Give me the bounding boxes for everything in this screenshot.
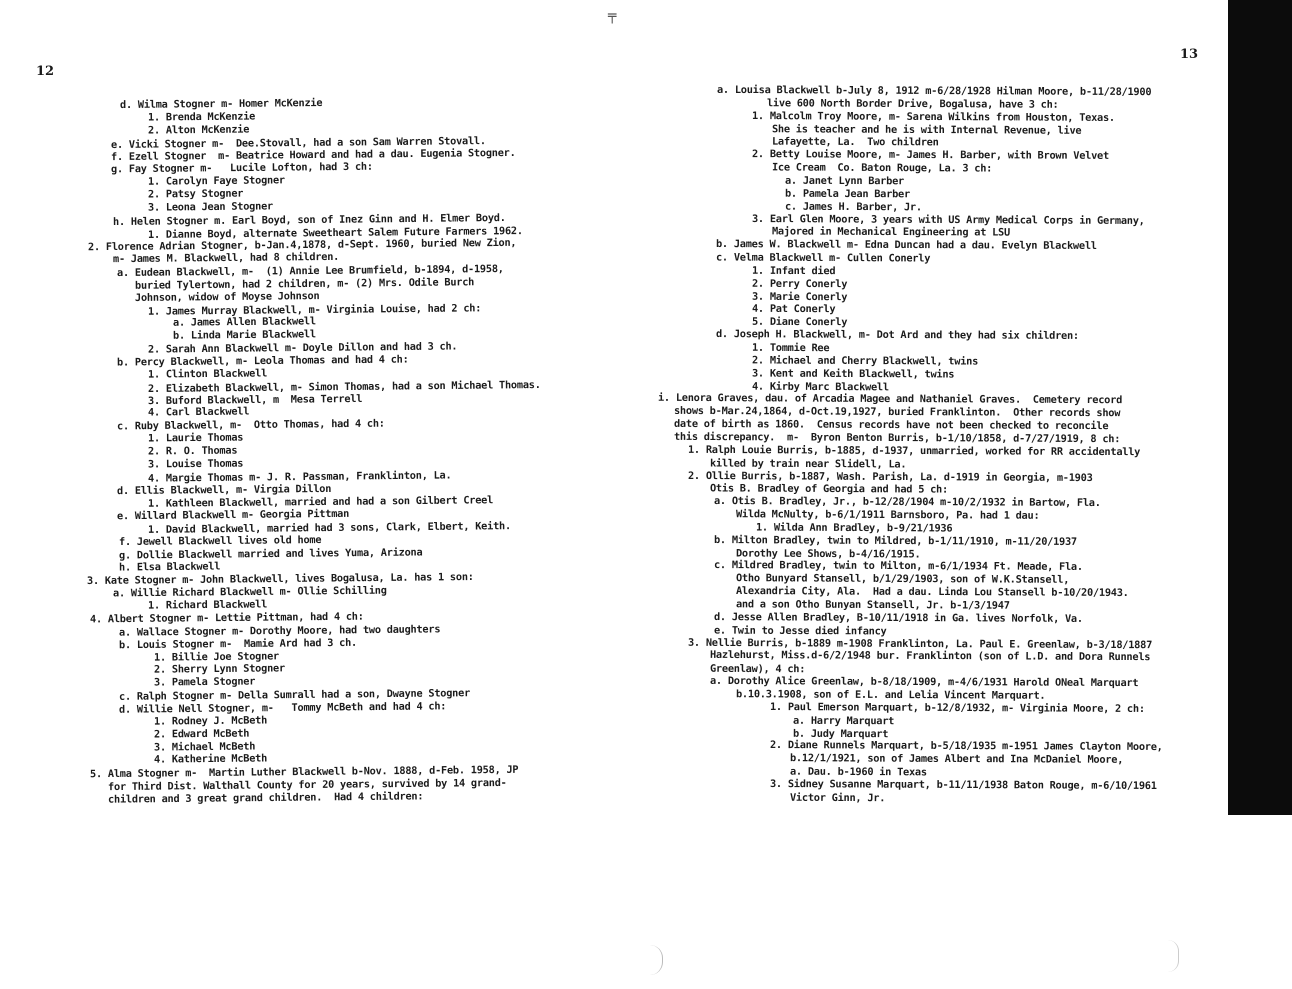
text-line: 4. Katherine McBeth bbox=[153, 752, 268, 766]
text-line: 2. Ollie Burris, b-1887, Wash. Parish, La. d-1919 in Georgia, m-1903 bbox=[687, 469, 1093, 484]
text-line: b.10.3.1908, son of E.L. and Lelia Vincent Marquart. bbox=[735, 688, 1046, 702]
text-line: 1. Paul Emerson Marquart, b-12/8/1932, m- Virginia Moore, 2 ch: bbox=[769, 700, 1145, 715]
text-line: killed by train near Slidell, La. bbox=[709, 457, 907, 471]
text-line: e. Vicki Stogner m- Dee.Stovall, had a son Sam Warren Stovall. bbox=[110, 134, 486, 151]
text-line: d. Jesse Allen Bradley, B-10/11/1918 in Ga. lives Norfolk, Va. bbox=[713, 610, 1083, 625]
text-line: 2. Patsy Stogner bbox=[147, 187, 244, 201]
scan-black-edge bbox=[1228, 0, 1292, 815]
text-line: c. Mildred Bradley, twin to Milton, m-6/1/1934 Ft. Meade, Fla. bbox=[713, 559, 1083, 574]
text-line: Hazlehurst, Miss.d-6/2/1948 bur. Franklinton (son of L.D. and Dora Runnels bbox=[709, 649, 1151, 664]
text-line: a. Harry Marquart bbox=[792, 714, 895, 727]
text-line: Wilda McNulty, b-6/1/1911 Barnsboro, Pa. had 1 dau: bbox=[735, 508, 1040, 522]
text-line: Greenlaw), 4 ch: bbox=[709, 663, 806, 676]
text-line: Otho Bunyard Stansell, b/1/29/1903, son of W.K.Stansell, bbox=[735, 572, 1070, 587]
text-line: 4. Carl Blackwell bbox=[147, 405, 250, 419]
text-line: 4. Albert Stogner m- Lettie Pittman, had 4 ch: bbox=[89, 610, 364, 626]
text-line: 3. Leona Jean Stogner bbox=[147, 200, 273, 214]
text-line: d. Willie Nell Stogner, m- Tommy McBeth and had 4 ch: bbox=[118, 700, 447, 716]
text-line: 5. Alma Stogner m- Martin Luther Blackwell b-Nov. 1888, d-Feb. 1958, JP bbox=[89, 763, 519, 781]
text-line: m- James M. Blackwell, had 8 children. bbox=[112, 251, 340, 266]
text-line: 2. R. O. Thomas bbox=[147, 444, 238, 458]
text-line: c. James H. Barber, Jr. bbox=[784, 200, 922, 213]
text-line: She is teacher and he is with Internal Revenue, live bbox=[771, 122, 1082, 137]
text-line: a. Eudean Blackwell, m- (1) Annie Lee Brumfield, b-1894, d-1958, bbox=[116, 263, 504, 280]
text-line: b. Milton Bradley, twin to Mildred, b-1/11/1910, m-11/20/1937 bbox=[713, 533, 1077, 548]
text-line: 3. Buford Blackwell, m Mesa Terrell bbox=[147, 392, 363, 407]
text-line: and a son Otho Bunyan Stansell, Jr. b-1/3/1947 bbox=[735, 598, 1010, 612]
text-line: 2. Diane Runnels Marquart, b-5/18/1935 m-1951 James Clayton Moore, bbox=[769, 739, 1163, 754]
text-line: 3. Louise Thomas bbox=[147, 457, 244, 471]
text-line: 2. Perry Conerly bbox=[751, 277, 848, 290]
text-line: c. Ruby Blackwell, m- Otto Thomas, had 4 ch: bbox=[116, 417, 385, 433]
text-line: shows b-Mar.24,1864, d-Oct.19,1927, buried Franklinton. Other records show bbox=[673, 405, 1121, 420]
text-line: i. Lenora Graves, dau. of Arcadia Magee and Nathaniel Graves. Cemetery record bbox=[657, 392, 1123, 407]
text-line: 2. Elizabeth Blackwell, m- Simon Thomas, had a son Michael Thomas. bbox=[147, 378, 541, 395]
text-line: a. Louisa Blackwell b-July 8, 1912 m-6/28/1928 Hilman Moore, b-11/28/1900 bbox=[716, 83, 1152, 99]
text-line: 1. Laurie Thomas bbox=[147, 431, 244, 445]
text-line: d. Wilma Stogner m- Homer McKenzie bbox=[119, 96, 323, 112]
text-line: 1. Billie Joe Stogner bbox=[153, 649, 279, 664]
text-line: 1. Rodney J. McBeth bbox=[153, 714, 268, 728]
text-line: live 600 North Border Drive, Bogalusa, have 3 ch: bbox=[766, 97, 1059, 111]
text-line: children and 3 great grand children. Had 4 children: bbox=[107, 790, 424, 806]
text-line: Otis B. Bradley of Georgia and had 5 ch: bbox=[709, 482, 949, 496]
text-line: g. Dollie Blackwell married and lives Yuma, Arizona bbox=[118, 546, 423, 562]
text-line: Johnson, widow of Moyse Johnson bbox=[134, 289, 320, 304]
text-line: a. James Allen Blackwell bbox=[172, 315, 316, 330]
text-line: 1. David Blackwell, married had 3 sons, Clark, Elbert, Keith. bbox=[147, 520, 511, 536]
text-line: 5. Diane Conerly bbox=[751, 316, 848, 329]
text-line: 1. Ralph Louie Burris, b-1885, d-1937, unmarried, worked for RR accidentally bbox=[687, 443, 1141, 458]
left-page bbox=[0, 0, 645, 989]
text-line: 3. Pamela Stogner bbox=[153, 675, 256, 689]
text-line: a. Dorothy Alice Greenlaw, b-8/18/1909, m-4/6/1931 Harold ONeal Marquart bbox=[709, 674, 1139, 690]
text-line: 3. Earl Glen Moore, 3 years with US Army Medical Corps in Germany, bbox=[751, 212, 1145, 227]
text-line: 3. Kent and Keith Blackwell, twins bbox=[751, 367, 955, 381]
text-line: b. Judy Marquart bbox=[792, 727, 889, 740]
text-line: 2. Betty Louise Moore, m- James H. Barber, with Brown Velvet bbox=[751, 148, 1109, 163]
text-line: b.12/1/1921, son of James Albert and Ina McDaniel Moore, bbox=[789, 752, 1124, 767]
text-line: 4. Margie Thomas m- J. R. Passman, Franklinton, La. bbox=[147, 469, 452, 485]
text-line: a. Otis B. Bradley, Jr., b-12/28/1904 m-10/2/1932 in Bartow, Fla. bbox=[713, 495, 1101, 510]
text-line: Alexandria City, Ala. Had a dau. Linda Lou Stansell b-10/20/1943. bbox=[735, 585, 1129, 600]
text-line: Dorothy Lee Shows, b-4/16/1915. bbox=[735, 547, 921, 561]
text-line: Victor Ginn, Jr. bbox=[789, 791, 886, 804]
text-line: 1. Tommie Ree bbox=[751, 341, 830, 355]
text-line: 1. Dianne Boyd, alternate Sweetheart Salem Future Farmers 1962. bbox=[147, 224, 523, 241]
text-line: f. Ezell Stogner m- Beatrice Howard and had a dau. Eugenia Stogner. bbox=[110, 147, 516, 164]
text-line: f. Jewell Blackwell lives old home bbox=[118, 533, 322, 548]
text-line: d. Ellis Blackwell, m- Virgia Dillon bbox=[116, 482, 332, 497]
text-line: date of birth as 1860. Census records have not been checked to reconcile bbox=[673, 417, 1109, 433]
text-line: 2. Edward McBeth bbox=[153, 727, 250, 741]
text-line: h. Helen Stogner m. Earl Boyd, son of Inez Ginn and H. Elmer Boyd. bbox=[112, 211, 506, 228]
text-line: b. James W. Blackwell m- Edna Duncan had a dau. Evelyn Blackwell bbox=[715, 238, 1097, 253]
text-line: 2. Alton McKenzie bbox=[147, 123, 250, 137]
text-line: Lafayette, La. Two children bbox=[771, 135, 939, 149]
text-line: 2. Florence Adrian Stogner, b-Jan.4,1878, d-Sept. 1960, buried New Zion, bbox=[87, 237, 517, 254]
page-number: 13 bbox=[1180, 47, 1199, 62]
text-line: e. Twin to Jesse died infancy bbox=[713, 624, 887, 638]
text-line: c. Ralph Stogner m- Della Sumrall had a son, Dwayne Stogner bbox=[118, 687, 471, 703]
text-line: for Third Dist. Walthall County for 20 years, survived by 14 grand- bbox=[107, 776, 507, 794]
text-line: this discrepancy. m- Byron Benton Burris, b-1/10/1858, d-7/27/1919, 8 ch: bbox=[673, 430, 1121, 446]
text-line: c. Velma Blackwell m- Cullen Conerly bbox=[715, 251, 931, 265]
text-line: a. Wallace Stogner m- Dorothy Moore, had two daughters bbox=[118, 623, 441, 639]
text-line: 3. Nellie Burris, b-1889 m-1908 Franklinton, La. Paul E. Greenlaw, b-3/18/1887 bbox=[687, 636, 1153, 651]
text-line: b. Pamela Jean Barber bbox=[784, 187, 910, 201]
text-line: Ice Cream Co. Baton Rouge, La. 3 ch: bbox=[771, 161, 993, 175]
page-number: 12 bbox=[36, 64, 55, 79]
text-line: a. Willie Richard Blackwell m- Ollie Schilling bbox=[112, 584, 387, 600]
text-line: a. Dau. b-1960 in Texas bbox=[789, 765, 927, 779]
text-line: b. Louis Stogner m- Mamie Ard had 3 ch. bbox=[118, 636, 358, 651]
text-line: 2. Sarah Ann Blackwell m- Doyle Dillon and had 3 ch. bbox=[147, 340, 458, 356]
text-line: b. Percy Blackwell, m- Leola Thomas and had 4 ch: bbox=[116, 353, 409, 369]
text-line: h. Elsa Blackwell bbox=[118, 560, 221, 574]
text-line: a. Janet Lynn Barber bbox=[784, 174, 905, 188]
text-line: Majored in Mechanical Engineering at LSU bbox=[771, 225, 1011, 239]
text-line: 1. Clinton Blackwell bbox=[147, 367, 268, 381]
text-line: 3. Kate Stogner m- John Blackwell, lives Bogalusa, La. has 1 son: bbox=[86, 571, 474, 588]
text-line: 4. Kirby Marc Blackwell bbox=[751, 380, 889, 393]
text-line: e. Willard Blackwell m- Georgia Pittman bbox=[116, 507, 350, 523]
text-line: 1. James Murray Blackwell, m- Virginia Louise, had 2 ch: bbox=[147, 301, 482, 318]
text-line: buried Tylertown, had 2 children, m- (2) Mrs. Odile Burch bbox=[134, 276, 475, 292]
text-line: 3. Sidney Susanne Marquart, b-11/11/1938 Baton Rouge, m-6/10/1961 bbox=[769, 777, 1157, 792]
text-line: 1. Infant died bbox=[751, 264, 836, 278]
text-line: 1. Brenda McKenzie bbox=[147, 110, 256, 124]
text-line: b. Linda Marie Blackwell bbox=[172, 328, 316, 343]
text-line: 3. Marie Conerly bbox=[751, 290, 848, 303]
text-line: 2. Michael and Cherry Blackwell, twins bbox=[751, 354, 979, 368]
text-line: 2. Sherry Lynn Stogner bbox=[153, 662, 285, 677]
text-line: 1. Wilda Ann Bradley, b-9/21/1936 bbox=[755, 521, 953, 535]
scan-corner-mark: ╤ bbox=[608, 8, 617, 24]
text-line: g. Fay Stogner m- Lucile Lofton, had 3 ch: bbox=[110, 160, 373, 176]
text-line: 1. Richard Blackwell bbox=[147, 598, 268, 612]
text-line: 1. Kathleen Blackwell, married and had a son Gilbert Creel bbox=[147, 494, 494, 511]
text-line: 4. Pat Conerly bbox=[751, 303, 836, 316]
text-line: d. Joseph H. Blackwell, m- Dot Ard and they had six children: bbox=[715, 328, 1079, 343]
text-line: 1. Malcolm Troy Moore, m- Sarena Wilkins from Houston, Texas. bbox=[751, 109, 1115, 124]
text-line: 1. Carolyn Faye Stogner bbox=[147, 174, 285, 188]
text-line: 3. Michael McBeth bbox=[153, 739, 256, 754]
right-page bbox=[645, 0, 1230, 989]
